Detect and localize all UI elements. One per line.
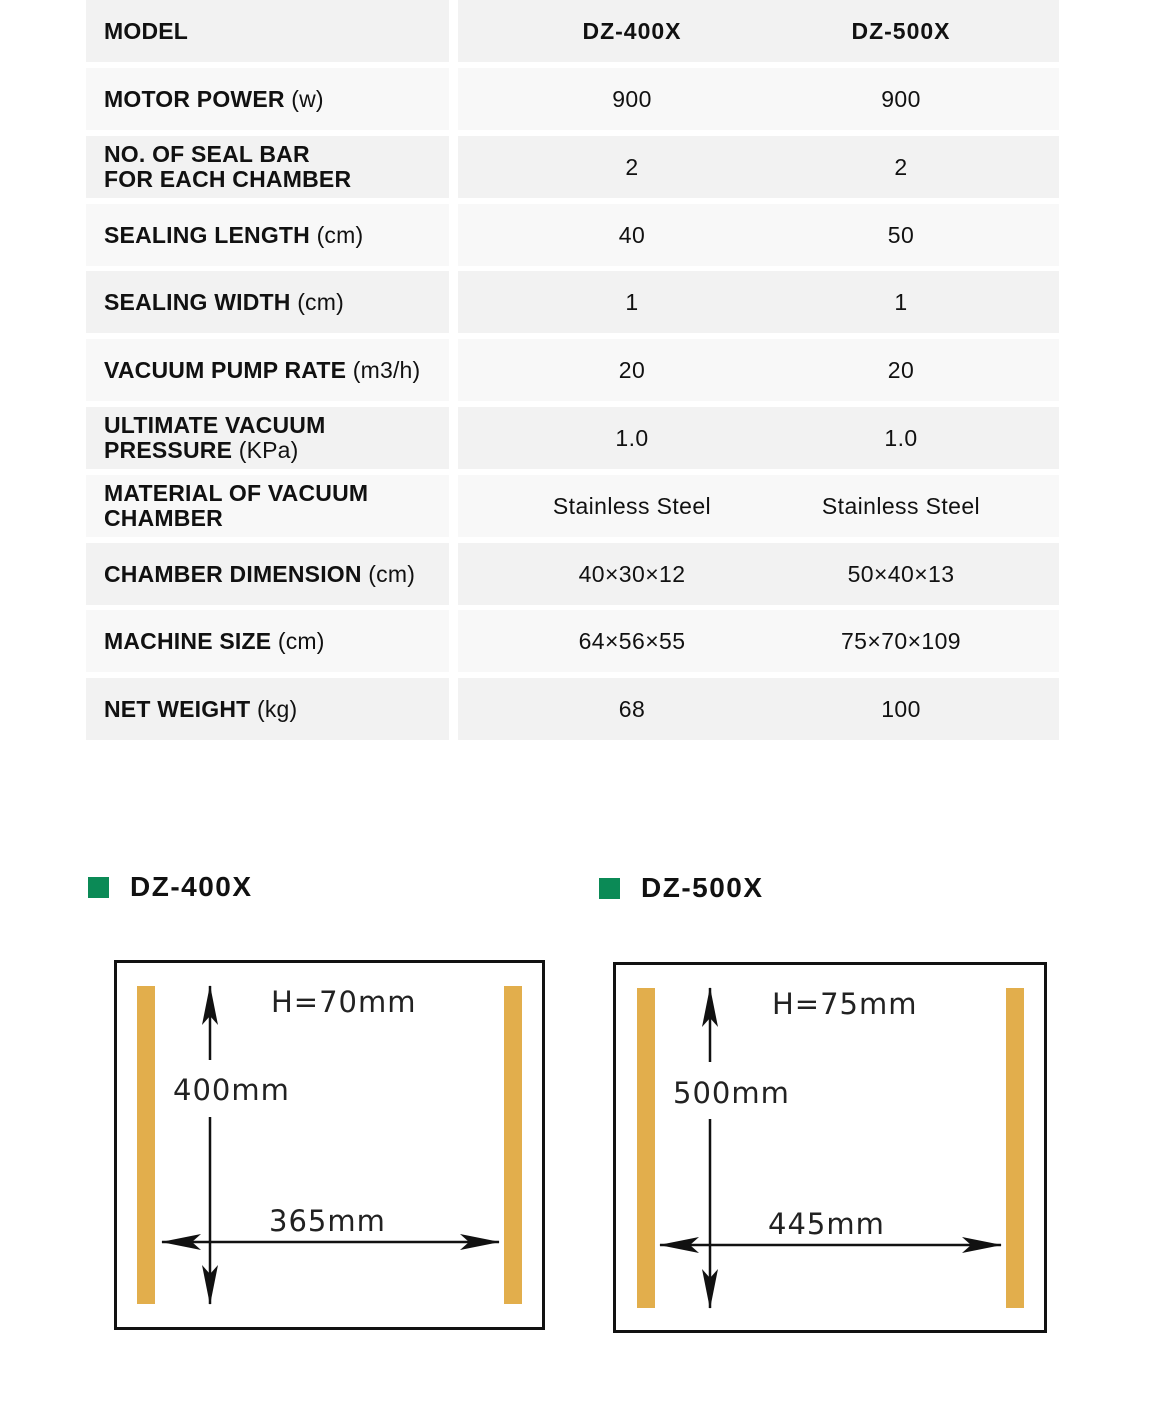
value-model-2: 1.0	[884, 424, 918, 451]
value-model-1: 900	[612, 85, 652, 112]
row-label-line: PRESSURE	[104, 437, 233, 463]
table-header-row	[86, 0, 1059, 62]
value-model-1: 68	[618, 695, 646, 722]
seal-bar-left	[637, 988, 655, 1308]
row-label-line: FOR EACH CHAMBER	[104, 166, 352, 192]
diagram-heading-1	[88, 870, 253, 904]
row-unit: (cm)	[368, 560, 416, 587]
diagram-title: DZ-400X	[130, 871, 253, 902]
row-values	[458, 543, 1059, 605]
chamber-diagram-1	[114, 960, 546, 1332]
value-model-1: Stainless Steel	[552, 492, 712, 519]
table-row	[86, 475, 1059, 537]
length-label: 500mm	[673, 1076, 790, 1110]
table-row	[86, 204, 1059, 266]
row-label-line: MACHINE SIZE	[104, 627, 272, 654]
row-label-line: CHAMBER DIMENSION	[104, 560, 362, 587]
seal-bar-right	[504, 986, 522, 1304]
diagram-heading-2	[599, 871, 764, 905]
table-row	[86, 678, 1059, 740]
value-model-2: Stainless Steel	[821, 492, 981, 519]
table-row	[86, 68, 1059, 130]
row-values	[458, 136, 1059, 198]
row-label	[86, 68, 449, 130]
value-model-1: 64×56×55	[578, 627, 686, 654]
value-model-2: 20	[887, 356, 915, 383]
row-label-line: VACUUM PUMP RATE	[104, 356, 347, 383]
value-model-1: 1	[625, 288, 639, 315]
row-values	[458, 204, 1059, 266]
value-model-2: 1	[894, 288, 908, 315]
seal-bar-right	[1006, 988, 1024, 1308]
height-label: H=75mm	[772, 987, 918, 1021]
chamber-diagram-2	[613, 962, 1048, 1335]
row-label	[86, 475, 449, 537]
value-model-2: 100	[881, 695, 921, 722]
row-unit: (cm)	[316, 221, 364, 248]
header-model-1: DZ-400X	[582, 17, 682, 44]
row-label-line: SEALING LENGTH	[104, 221, 310, 248]
row-label-line: NET WEIGHT	[104, 695, 251, 722]
value-model-2: 900	[881, 85, 921, 112]
header-model-2: DZ-500X	[851, 17, 951, 44]
row-label-line: CHAMBER	[104, 505, 223, 531]
width-label: 365mm	[269, 1204, 386, 1238]
row-values	[458, 68, 1059, 130]
table-row	[86, 136, 1059, 198]
row-label	[86, 543, 449, 605]
row-label-line: MOTOR POWER	[104, 85, 285, 112]
header-values	[458, 0, 1059, 62]
row-label	[86, 204, 449, 266]
value-model-2: 2	[894, 153, 908, 180]
value-model-2: 50×40×13	[847, 560, 955, 587]
row-values	[458, 271, 1059, 333]
row-unit: (cm)	[297, 288, 344, 315]
row-unit: (w)	[291, 85, 324, 112]
row-values	[458, 610, 1059, 672]
header-label: MODEL	[86, 0, 449, 62]
green-square-icon	[88, 877, 109, 898]
row-unit: (kg)	[256, 695, 298, 722]
table-row	[86, 543, 1059, 605]
table-row	[86, 407, 1059, 469]
diagram-title: DZ-500X	[641, 872, 764, 903]
row-label	[86, 339, 449, 401]
row-values	[458, 475, 1059, 537]
row-unit: (KPa)	[238, 437, 299, 463]
table-row	[86, 339, 1059, 401]
row-label	[86, 610, 449, 672]
row-label-line: ULTIMATE VACUUM	[104, 412, 326, 438]
row-label-line: MATERIAL OF VACUUM	[104, 480, 369, 506]
row-label	[86, 678, 449, 740]
row-label	[86, 136, 449, 198]
width-label: 445mm	[768, 1207, 885, 1241]
row-unit: (m3/h)	[352, 356, 421, 383]
value-model-1: 1.0	[615, 424, 649, 451]
value-model-1: 20	[618, 356, 646, 383]
row-label	[86, 271, 449, 333]
row-values	[458, 678, 1059, 740]
height-label: H=70mm	[271, 985, 417, 1019]
value-model-2: 50	[887, 221, 915, 248]
value-model-2: 75×70×109	[840, 627, 961, 654]
row-label	[86, 407, 449, 469]
row-values	[458, 339, 1059, 401]
length-label: 400mm	[173, 1073, 290, 1107]
green-square-icon	[599, 878, 620, 899]
row-unit: (cm)	[277, 627, 325, 654]
row-label-line: NO. OF SEAL BAR	[104, 141, 310, 167]
table-row	[86, 271, 1059, 333]
row-label-line: SEALING WIDTH	[104, 288, 291, 315]
seal-bar-left	[137, 986, 155, 1304]
table-row	[86, 610, 1059, 672]
value-model-1: 2	[625, 153, 639, 180]
row-values	[458, 407, 1059, 469]
value-model-1: 40×30×12	[578, 560, 686, 587]
value-model-1: 40	[618, 221, 646, 248]
